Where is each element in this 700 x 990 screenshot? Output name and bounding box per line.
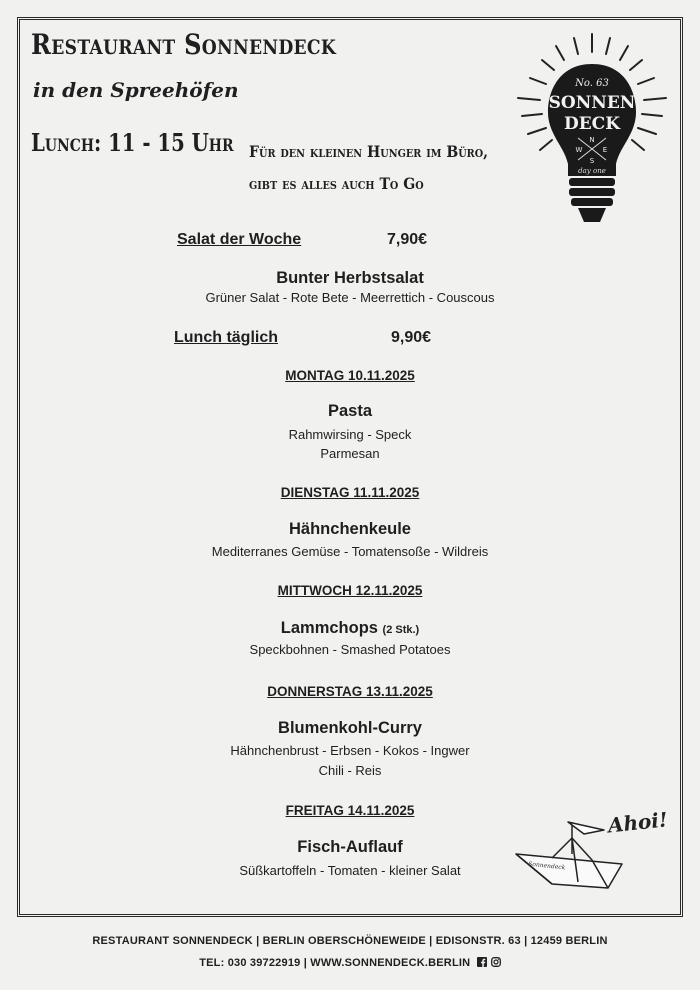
salat-dish: Bunter Herbstsalat — [276, 269, 424, 287]
desc-monday-2: Parmesan — [320, 446, 380, 461]
boat-hull-text: Sonnendeck — [527, 860, 566, 872]
compass-n: N — [589, 136, 595, 144]
salat-label: Salat der Woche — [177, 231, 302, 248]
day-heading-monday: MONTAG 10.11.2025 — [285, 368, 415, 383]
compass-s: S — [589, 157, 595, 165]
lunch-label-row — [174, 329, 278, 347]
instagram-icon[interactable] — [491, 957, 501, 967]
footer-line-2: TEL: 030 39722919 | WWW.SONNENDECK.BERLIN — [199, 957, 471, 969]
tagline-line-2: gibt es alles auch To Go — [249, 174, 424, 193]
compass-e: E — [602, 146, 608, 154]
day-heading-tuesday: DIENSTAG 11.11.2025 — [280, 485, 420, 500]
dish-wednesday-note: (2 Stk.) — [382, 624, 420, 636]
tagline-line-1: Für den kleinen Hunger im Büro, — [249, 142, 489, 161]
dish-wednesday: Lammchops — [280, 619, 378, 637]
footer-line-1: RESTAURANT SONNENDECK | BERLIN OBERSCHÖNEWEIDE | EDISONSTR. 63 | 12459 BERLIN — [92, 935, 608, 947]
day-heading-wednesday: MITTWOCH 12.11.2025 — [277, 583, 423, 598]
desc-wednesday-1: Speckbohnen - Smashed Potatoes — [249, 642, 451, 657]
desc-thursday-2: Chili - Reis — [318, 763, 382, 778]
dish-monday: Pasta — [327, 402, 373, 420]
restaurant-subtitle: in den Spreehöfen — [33, 78, 239, 102]
salat-label-row — [177, 231, 301, 249]
desc-thursday-1: Hähnchenbrust - Erbsen - Kokos - Ingwer — [230, 743, 470, 758]
boat-caption: Ahoi! — [606, 807, 669, 838]
lunch-hours: Lunch: 11 - 15 Uhr — [31, 128, 234, 157]
salat-price: 7,90€ — [387, 231, 428, 248]
footer-line-2-row — [0, 957, 700, 969]
compass-w: W — [575, 146, 583, 154]
dish-thursday: Blumenkohl-Curry — [278, 719, 422, 737]
restaurant-title: Restaurant Sonnendeck — [31, 28, 337, 61]
salat-desc: Grüner Salat - Rote Bete - Meerrettich - Couscous — [205, 290, 495, 305]
logo-number: No. 63 — [575, 78, 609, 89]
day-heading-thursday: DONNERSTAG 13.11.2025 — [267, 684, 433, 699]
lunch-label: Lunch täglich — [174, 329, 278, 346]
facebook-icon[interactable] — [477, 957, 487, 967]
logo-name-1: SONNEN — [548, 93, 636, 113]
lunch-price: 9,90€ — [391, 329, 432, 346]
dish-friday: Fisch-Auflauf — [297, 838, 403, 856]
desc-friday-1: Süßkartoffeln - Tomaten - kleiner Salat — [239, 863, 461, 878]
desc-tuesday-1: Mediterranes Gemüse - Tomatensoße - Wildreis — [211, 544, 489, 559]
tagline — [249, 136, 488, 200]
lightbulb-icon — [512, 30, 672, 226]
logo-small-text: day one — [578, 167, 606, 175]
paper-boat-icon — [512, 796, 672, 900]
day-heading-friday: FREITAG 14.11.2025 — [285, 803, 415, 818]
dish-tuesday: Hähnchenkeule — [289, 520, 411, 538]
desc-monday-1: Rahmwirsing - Speck — [288, 427, 412, 442]
dish-wednesday-row — [0, 619, 700, 638]
logo-name-2: DECK — [563, 114, 621, 134]
